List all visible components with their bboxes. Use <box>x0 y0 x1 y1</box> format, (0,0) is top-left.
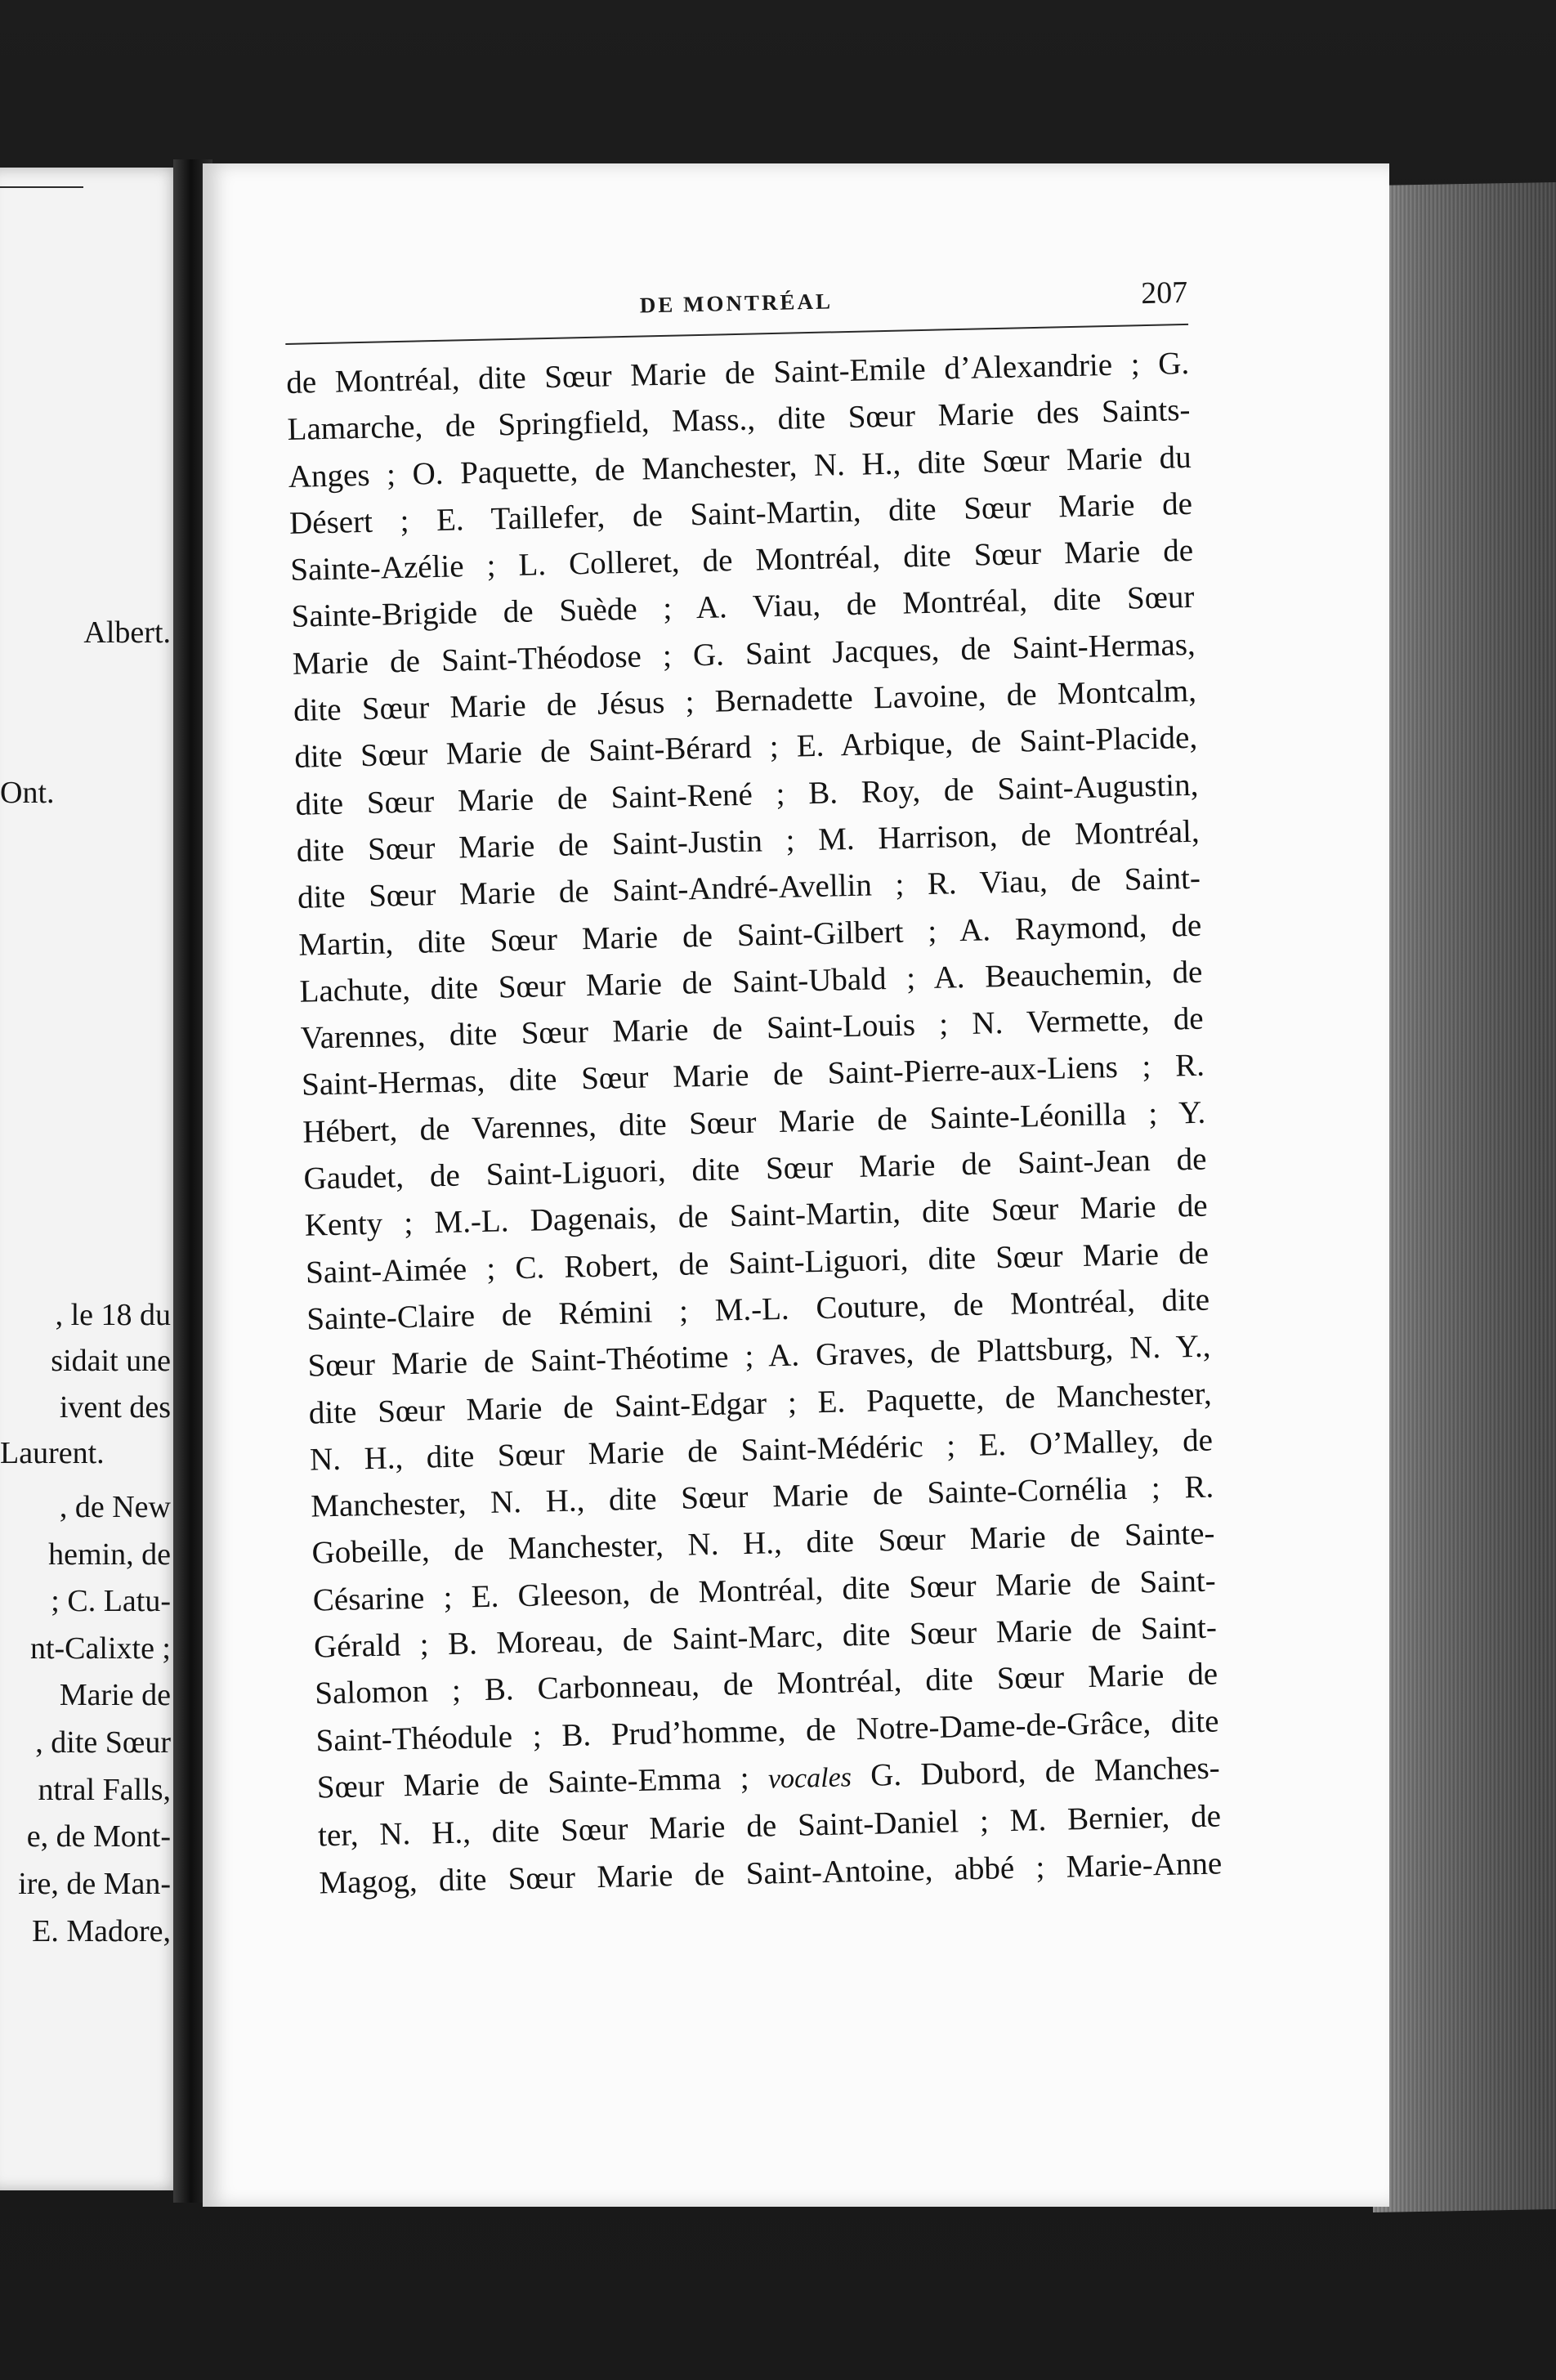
text-line: Hébert, de Varennes, dite Sœur Marie de Sainte-Léonilla ; Y. <box>302 1094 1206 1150</box>
text-line: Saint-Théodule ; B. Prud’homme, de Notre-Dame-de-Grâce, dite <box>315 1703 1219 1759</box>
text-line: Lachute, dite Sœur Marie de Saint-Ubald ; A. Beauchemin, de <box>299 954 1203 1009</box>
text-line: Sœur Marie de Saint-Théotime ; A. Graves, de Plattsburg, N. Y., <box>307 1328 1211 1384</box>
text-segment: G. Dubord, de Manches- <box>870 1750 1221 1793</box>
previous-page-fragment: , le 18 du <box>55 1298 171 1332</box>
page-block-edge <box>1373 182 1556 2212</box>
text-line: dite Sœur Marie de Saint-Bérard ; E. Arbique, de Saint-Placide, <box>293 720 1198 776</box>
text-line: Gaudet, de Saint-Liguori, dite Sœur Marie de Saint-Jean de <box>303 1141 1207 1197</box>
running-title: DE MONTRÉAL <box>639 289 834 318</box>
text-line: Salomon ; B. Carbonneau, de Montréal, dite Sœur Marie de <box>314 1656 1218 1711</box>
text-line: Sainte-Brigide de Suède ; A. Viau, de Montréal, dite Sœur <box>291 579 1195 635</box>
page-number: 207 <box>1140 275 1188 311</box>
text-line: Kenty ; M.-L. Dagenais, de Saint-Martin, dite Sœur Marie de <box>304 1188 1209 1244</box>
text-line: dite Sœur Marie de Saint-Edgar ; E. Paquette, de Manchester, <box>308 1376 1213 1431</box>
text-segment: Sœur Marie de Sainte-Emma ; <box>316 1760 750 1805</box>
text-line: Manchester, N. H., dite Sœur Marie de Sainte-Cornélia ; R. <box>310 1469 1214 1524</box>
text-line: de Montréal, dite Sœur Marie de Saint-Emile d’Alexandrie ; G. <box>285 345 1190 400</box>
text-line: Saint-Hermas, dite Sœur Marie de Saint-Pierre-aux-Liens ; R. <box>301 1048 1205 1103</box>
text-line: N. H., dite Sœur Marie de Saint-Médéric ; E. O’Malley, de <box>309 1422 1214 1478</box>
text-line: Magog, dite Sœur Marie de Saint-Antoine, abbé ; Marie-Anne <box>318 1845 1223 1901</box>
italic-word: vocales <box>767 1762 852 1795</box>
previous-page-fragment: hemin, de <box>48 1537 171 1572</box>
previous-page-fragment: Marie de <box>59 1678 171 1712</box>
previous-page-fragment: , de New <box>59 1490 171 1524</box>
previous-page-fragment: ivent des <box>59 1390 171 1425</box>
text-line: Césarine ; E. Gleeson, de Montréal, dite Sœur Marie de Saint- <box>312 1563 1217 1618</box>
page-content <box>284 275 1223 1906</box>
text-line: Gobeille, de Manchester, N. H., dite Sœur Marie de Sainte- <box>311 1515 1215 1572</box>
text-line: Sainte-Claire de Rémini ; M.-L. Couture, de Montréal, dite <box>306 1282 1210 1337</box>
text-line: Gérald ; B. Moreau, de Saint-Marc, dite Sœur Marie de Saint- <box>313 1609 1218 1665</box>
previous-page-fragment: ntral Falls, <box>38 1773 171 1807</box>
previous-page-fragment: sidait une <box>51 1344 171 1378</box>
text-line: Désert ; E. Taillefer, de Saint-Martin, dite Sœur Marie de <box>288 485 1193 541</box>
previous-page-rule <box>0 186 83 188</box>
text-line: Sainte-Azélie ; L. Colleret, de Montréal, dite Sœur Marie de <box>289 533 1194 588</box>
text-line: dite Sœur Marie de Saint-André-Avellin ; R. Viau, de Saint- <box>297 860 1201 916</box>
text-line: Varennes, dite Sœur Marie de Saint-Louis ; N. Vermette, de <box>300 1000 1205 1056</box>
previous-page-fragment: ire, de Man- <box>18 1867 171 1901</box>
previous-page-fragment: E. Madore, <box>32 1914 171 1948</box>
text-line: dite Sœur Marie de Saint-René ; B. Roy, de Saint-Augustin, <box>295 767 1199 822</box>
text-line: Martin, dite Sœur Marie de Saint-Gilbert ; A. Raymond, de <box>297 907 1202 963</box>
current-page <box>203 163 1389 2207</box>
previous-page-fragment: Laurent. <box>0 1436 105 1470</box>
text-line: ter, N. H., dite Sœur Marie de Saint-Daniel ; M. Bernier, de <box>317 1798 1222 1854</box>
text-line: Saint-Aimée ; C. Robert, de Saint-Liguori, dite Sœur Marie de <box>305 1235 1209 1291</box>
previous-page-fragment: Ont. <box>0 776 55 810</box>
text-line: Marie de Saint-Théodose ; G. Saint Jacques, de Saint-Hermas, <box>292 626 1196 682</box>
previous-page-fragment: e, de Mont- <box>26 1819 171 1854</box>
previous-page-fragment: Albert. <box>83 615 171 650</box>
text-line: Anges ; O. Paquette, de Manchester, N. H., dite Sœur Marie du <box>288 439 1192 494</box>
body-text <box>286 340 1223 1906</box>
text-line: Lamarche, de Springfield, Mass., dite Sœur Marie des Saints- <box>287 392 1191 448</box>
text-line: dite Sœur Marie de Saint-Justin ; M. Harrison, de Montréal, <box>296 813 1201 869</box>
previous-page-fragment: nt-Calixte ; <box>29 1631 171 1666</box>
previous-page-fragment: ; C. Latu- <box>51 1584 171 1618</box>
previous-page-fragment: , dite Sœur <box>35 1725 171 1760</box>
text-line: dite Sœur Marie de Jésus ; Bernadette Lavoine, de Montcalm, <box>293 673 1197 728</box>
